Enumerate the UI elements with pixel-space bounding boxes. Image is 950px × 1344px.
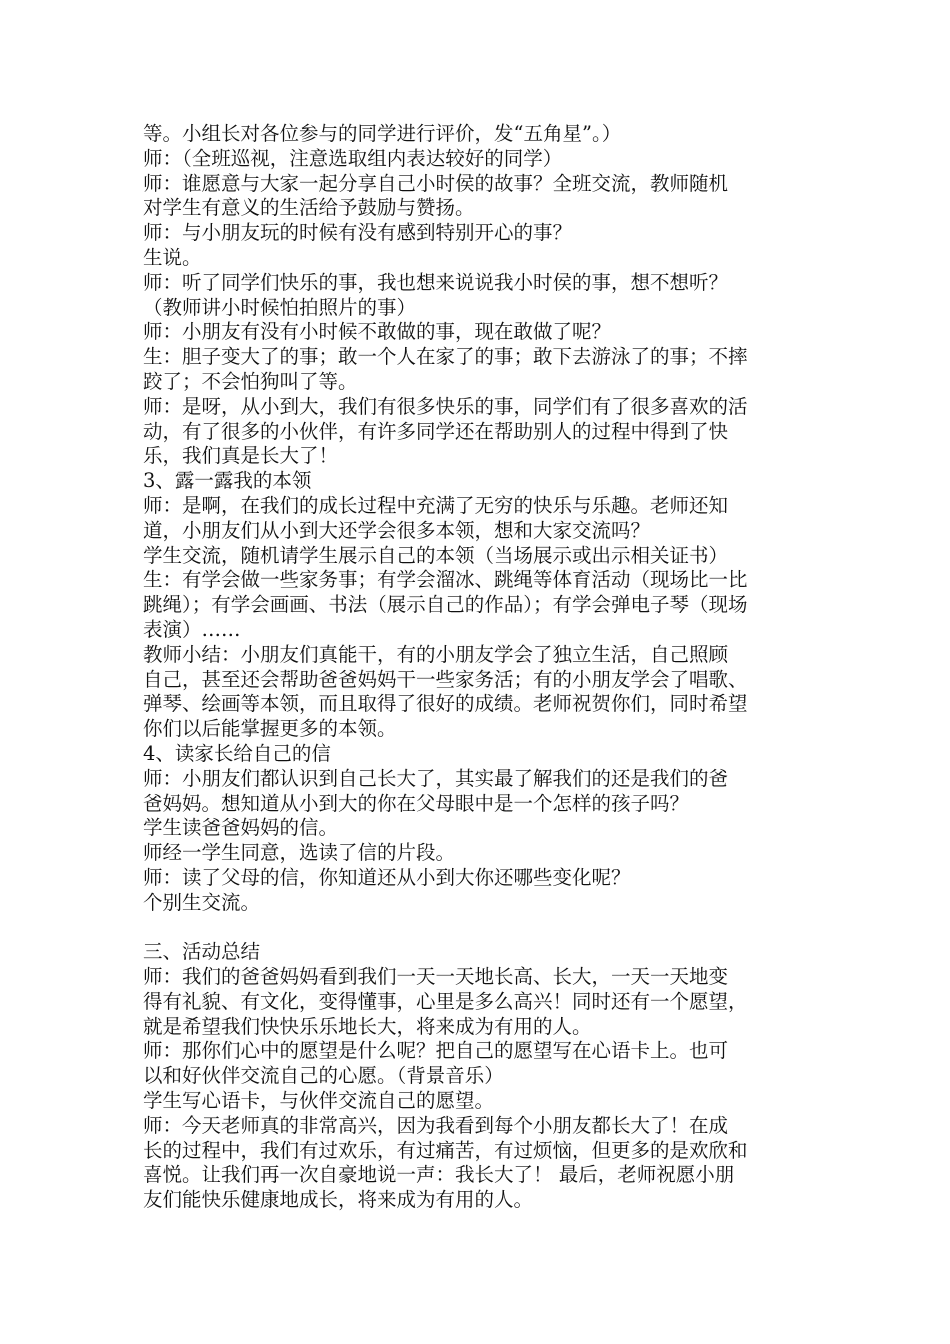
text-line: 师：小朋友有没有小时候不敢做的事，现在敢做了呢？ (143, 320, 612, 344)
text-line: 师：与小朋友玩的时候有没有感到特别开心的事？ (143, 221, 573, 245)
text-line: 跳绳）；有学会画画、书法（展示自己的作品）；有学会弹电子琴（现场 (143, 593, 748, 617)
text-line: 3、露一露我的本领 (143, 469, 312, 493)
text-line: 学生写心语卡，与伙伴交流自己的愿望。 (143, 1089, 495, 1113)
text-line: 师：我们的爸爸妈妈看到我们一天一天地长高、长大，一天一天地变 (143, 965, 729, 989)
text-line: 就是希望我们快快乐乐地长大，将来成为有用的人。 (143, 1014, 592, 1038)
text-line: 喜悦。让我们再一次自豪地说一声：我长大了！ 最后，老师祝愿小朋 (143, 1163, 735, 1187)
text-line: 自己，甚至还会帮助爸爸妈妈干一些家务活；有的小朋友学会了唱歌、 (143, 667, 748, 691)
text-line: 动，有了很多的小伙伴，有许多同学还在帮助别人的过程中得到了快 (143, 419, 729, 443)
text-line: 生：有学会做一些家务事；有学会溜冰、跳绳等体育活动（现场比一比 (143, 568, 748, 592)
blank-line (143, 916, 813, 941)
text-line: 教师小结：小朋友们真能干，有的小朋友学会了独立生活，自己照顾 (143, 642, 729, 666)
text-line: 道，小朋友们从小到大还学会很多本领，想和大家交流吗？ (143, 518, 651, 542)
text-line: 得有礼貌、有文化，变得懂事，心里是多么高兴！同时还有一个愿望， (143, 989, 748, 1013)
text-line: 师：谁愿意与大家一起分享自己小时侯的故事？全班交流，教师随机 (143, 171, 729, 195)
text-line: 表演）…… (143, 617, 241, 641)
text-line: 跤了；不会怕狗叫了等。 (143, 369, 358, 393)
text-line: 师：是啊，在我们的成长过程中充满了无穷的快乐与乐趣。老师还知 (143, 493, 729, 517)
text-line: 长的过程中，我们有过欢乐，有过痛苦，有过烦恼，但更多的是欢欣和 (143, 1138, 748, 1162)
text-line: 等。小组长对各位参与的同学进行评价，发“五角星”。） (143, 122, 622, 145)
text-line: 乐，我们真是长大了！ (143, 444, 339, 468)
text-line: 师：读了父母的信，你知道还从小到大你还哪些变化呢？ (143, 865, 631, 889)
text-line: 弹琴、绘画等本领，而且取得了很好的成绩。老师祝贺你们，同时希望 (143, 692, 748, 716)
document-page (143, 122, 813, 1213)
text-line: 生说。 (143, 245, 202, 269)
text-line: （教师讲小时候怕拍照片的事） (143, 295, 417, 319)
text-line: 师：今天老师真的非常高兴，因为我看到每个小朋友都长大了！在成 (143, 1113, 729, 1137)
text-line: 学生读爸爸妈妈的信。 (143, 816, 339, 840)
text-line: 师经一学生同意，选读了信的片段。 (143, 841, 456, 865)
text-line: 4、读家长给自己的信 (143, 741, 331, 765)
text-line: 师：听了同学们快乐的事，我也想来说说我小时侯的事，想不想听？ (143, 270, 729, 294)
text-line: 以和好伙伴交流自己的心愿。（背景音乐） (143, 1064, 504, 1088)
text-line: 个别生交流。 (143, 890, 261, 914)
text-line: 三、活动总结 (143, 940, 261, 964)
text-line: 生：胆子变大了的事；敢一个人在家了的事；敢下去游泳了的事；不摔 (143, 345, 748, 369)
text-line: 友们能快乐健康地成长，将来成为有用的人。 (143, 1188, 534, 1212)
text-line: 爸妈妈。想知道从小到大的你在父母眼中是一个怎样的孩子吗？ (143, 791, 690, 815)
text-line: 师：是呀，从小到大，我们有很多快乐的事，同学们有了很多喜欢的活 (143, 394, 748, 418)
text-line: 师：小朋友们都认识到自己长大了，其实最了解我们的还是我们的爸 (143, 766, 729, 790)
text-line: 学生交流，随机请学生展示自己的本领（当场展示或出示相关证书） (143, 543, 729, 567)
text-line: 你们以后能掌握更多的本领。 (143, 717, 397, 741)
text-line: 师：那你们心中的愿望是什么呢？把自己的愿望写在心语卡上。也可 (143, 1039, 729, 1063)
text-line: 师：（全班巡视，注意选取组内表达较好的同学） (143, 146, 563, 170)
text-line: 对学生有意义的生活给予鼓励与赞扬。 (143, 196, 475, 220)
